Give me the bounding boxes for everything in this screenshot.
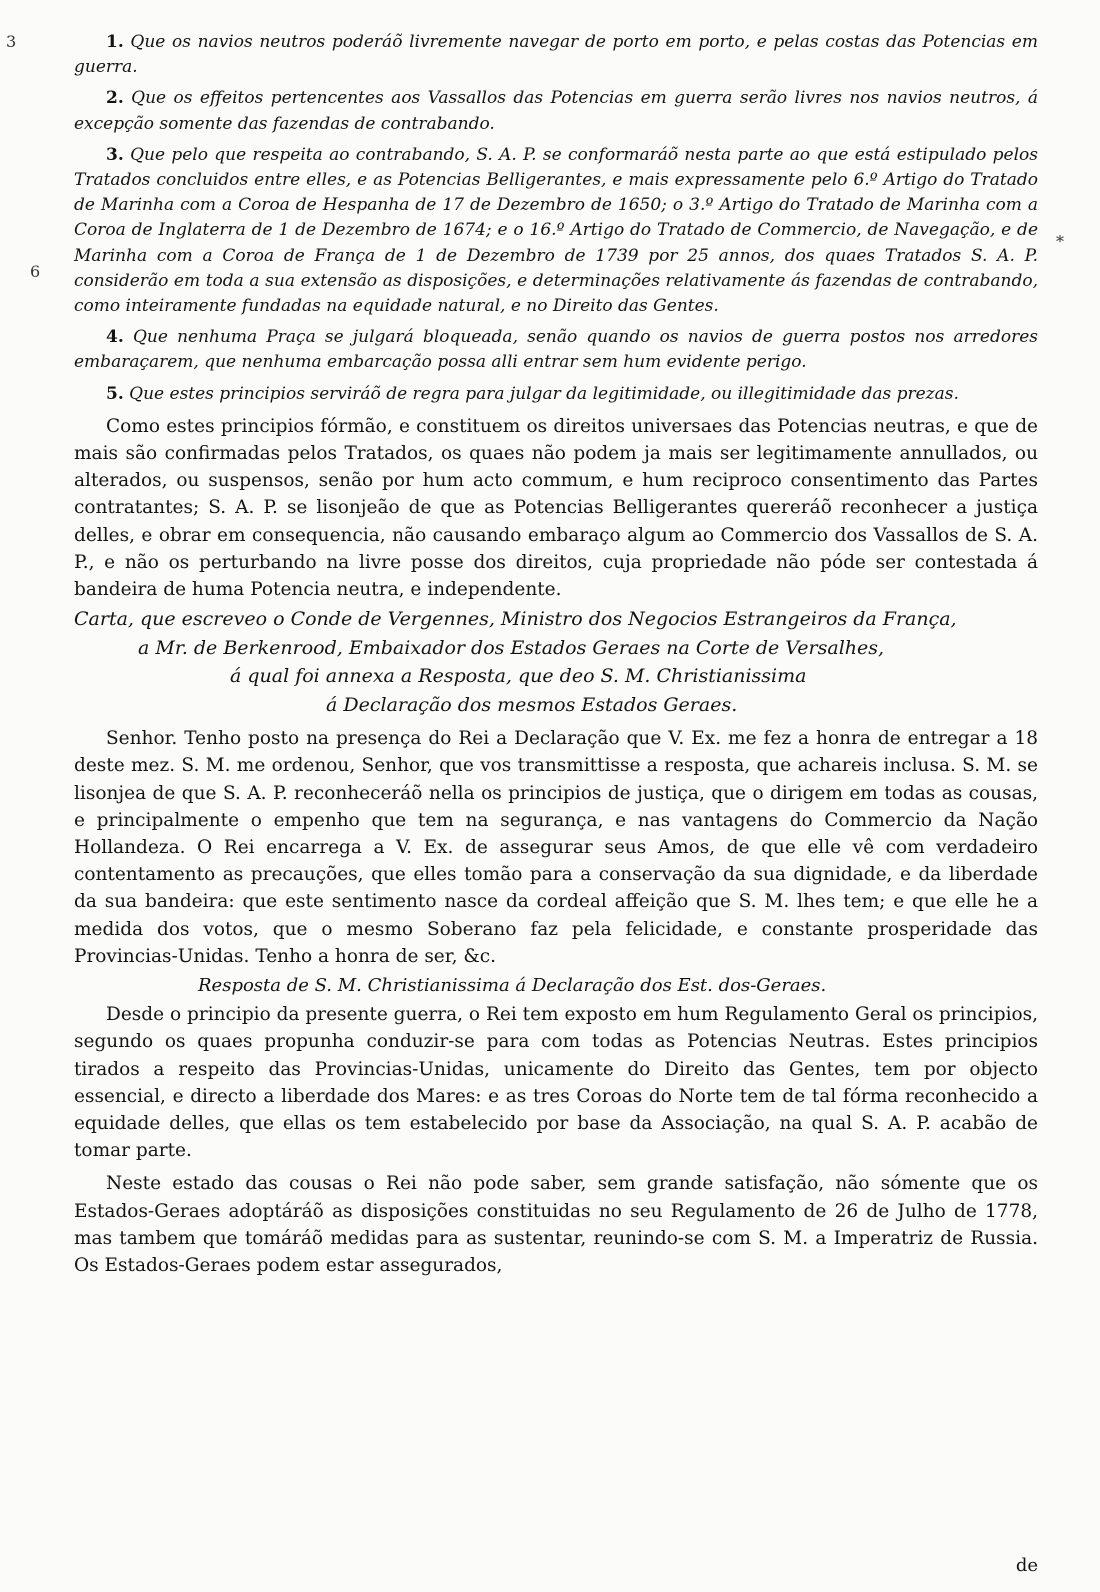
margin-mark-top: 3 — [6, 32, 17, 51]
article-text: Que os effeitos pertencentes aos Vassallos das Potencias em guerra serão livres nos navios neutros, á excepção somente das fazendas de contrabando. — [74, 88, 1038, 134]
heading-line-3: á qual foi annexa a Resposta, que deo S. M. Christianissima — [230, 665, 807, 688]
article-number: 1. — [106, 32, 124, 52]
article-number: 5. — [106, 383, 124, 404]
heading-line-2: a Mr. de Berkenrood, Embaixador dos Estados Geraes na Corte de Versalhes, — [138, 636, 885, 659]
article-2 — [74, 86, 1038, 136]
article-number: 4. — [106, 327, 124, 348]
articles-list — [74, 30, 1038, 407]
margin-mark-right: * — [1056, 232, 1064, 251]
paragraph-desde — [74, 1001, 1038, 1164]
article-number: 2. — [106, 88, 124, 109]
paragraph-text: Desde o principio da presente guerra, o Rei tem exposto em hum Regulamento Geral os principios, segundo os quaes propunha conduzir-se para com todas as Potencias Neutras. Estes principios tirados a respeito das Provincias-Unidas, unicamente do Direito das Gentes, tem por objecto essencial, e directo a liberdade dos Mares: e as tres Coroas do Norte tem de tal fórma reconhecido a equidade delles, que ellas os tem estabelecido por base da Associação, na qual S. A. P. acabão de tomar parte. — [74, 1004, 1038, 1162]
paragraph-text: Como estes principios fórmão, e constituem os direitos universaes das Potencias neutras, e que de mais são confirmadas pelos Tratados, os quaes não podem ja mais ser legitimamente annullados, ou alterados, ou suspensos, senão por hum acto commum, e hum reciproco consentimento das Partes contratantes; S. A. P. se lisonjeão de que as Potencias Belligerantes quereráõ reconhecer a justiça delles, e obrar em consequencia, não causando embaraço algum ao Commercio dos Vassallos de S. A. P., e não os perturbando na livre posse dos direitos, cuja propriedade não póde ser contestada á bandeira de huma Potencia neutra, e independente. — [74, 415, 1038, 601]
paragraph-text: Neste estado das cousas o Rei não pode saber, sem grande satisfação, não sómente que os Estados-Geraes adoptáráõ as disposições constituidas no seu Regulamento de 26 de Julho de 1778, mas tambem que tomáráõ medidas para as sustentar, reunindo-se com S. M. a Imperatriz de Russia. Os Estados-Geraes podem estar assegurados, — [74, 1173, 1038, 1276]
paragraph-text: Senhor. Tenho posto na presença do Rei a Declaração que V. Ex. me fez a honra de entregar a 18 deste mez. S. M. me ordenou, Senhor, que vos transmittisse a resposta, que achareis inclusa. S. M. se lisonjea de que S. A. P. reconheceráõ nella os principios de justiça, que o dirigem em todas as cousas, e principalmente o empenho que tem na segurança, e nas vantagens do Commercio da Nação Hollandeza. O Rei encarrega a V. Ex. de assegurar seus Amos, de que elle vê com verdadeiro contentamento as precauções, que elles tomão para a conservação da sua dignidade, e da liberdade da sua bandeira: que este sentimento nasce da cordeal affeição que S. M. lhes tem; e que elle he a medida dos votos, que o mesmo Soberano faz pela felicidade, e constante prosperidade das Provincias-Unidas. Tenho a honra de ser, &c. — [74, 728, 1038, 967]
paragraph-como — [74, 413, 1038, 603]
margin-mark-mid: 6 — [30, 262, 41, 281]
catchword: de — [1015, 1555, 1038, 1576]
article-1 — [74, 30, 1038, 80]
article-text: Que estes principios serviráõ de regra para julgar da legitimidade, ou illegitimidade das prezas. — [129, 383, 959, 404]
article-5 — [74, 382, 1038, 407]
heading-line-1: Carta, que escreveo o Conde de Vergennes, Ministro dos Negocios Estrangeiros da França, — [74, 608, 957, 631]
paragraph-neste — [74, 1170, 1038, 1279]
response-subheading: Resposta de S. M. Christianissima á Declaração dos Est. dos-Geraes. — [198, 975, 827, 997]
heading-line-4: á Declaração dos mesmos Estados Geraes. — [326, 693, 738, 716]
article-4 — [74, 325, 1038, 375]
article-text: Que os navios neutros poderáõ livremente navegar de porto em porto, e pelas costas das Potencias em guerra. — [74, 32, 1038, 78]
article-text: Que pelo que respeita ao contrabando, S. A. P. se conformaráõ nesta parte ao que está estipulado pelos Tratados concluidos entre elles, e as Potencias Belligerantes, e mais expressamente pelo 6.º Artigo do Tratado de Marinha com a Coroa de Hespanha de 17 de Dezembro de 1650; o 3.º Artigo do Tratado de Marinha com a Coroa de Inglaterra de 1 de Dezembro de 1674; e o 16.º Artigo do Tratado de Commercio, de Navegação, e de Marinha com a Coroa de França de 1 de Dezembro de 1739 por 25 annos, dos quaes Tratados S. A. P. considerão em toda a sua extensão as disposições, e determinações relativamente ás fazendas de contrabando, como inteiramente fundadas na equidade natural, e no Direito das Gentes. — [74, 144, 1039, 317]
article-number: 3. — [106, 144, 124, 165]
letter-heading — [74, 605, 1038, 719]
article-text: Que nenhuma Praça se julgará bloqueada, senão quando os navios de guerra postos nos arredores embaraçarem, que nenhuma embarcação possa alli entrar sem hum evidente perigo. — [74, 327, 1038, 373]
paragraph-senhor — [74, 725, 1038, 970]
article-3 — [74, 143, 1038, 319]
